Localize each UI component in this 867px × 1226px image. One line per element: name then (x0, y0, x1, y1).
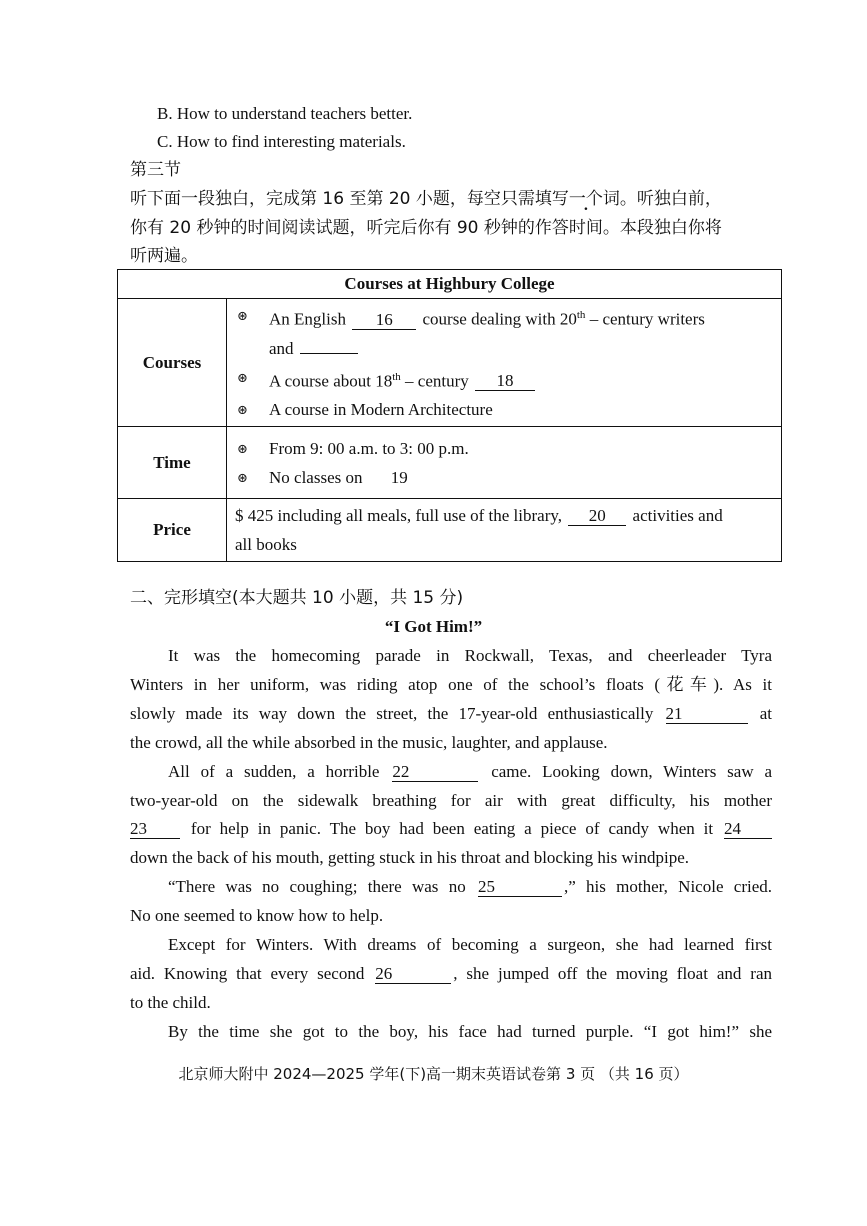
row-label-time: Time (118, 427, 227, 499)
page-footer: 北京师大附中 2024—2025 学年(下)高一期末英语试卷第 3 页 （共 16 页） (178, 1065, 689, 1083)
bullet-icon: ⊛ (237, 440, 248, 456)
paragraph-line: Except for Winters. With dreams of becoming a surgeon, she had learned first (168, 935, 772, 954)
price-line1 (235, 501, 773, 530)
section3-instruction-line2: 你有 20 秒钟的时间阅读试题，听完后你有 90 秒钟的作答时间。本段独白你将 (130, 218, 722, 238)
paragraph-text: , she jumped off the moving float and ran (453, 964, 773, 983)
paragraph-text: ,” his mother, Nicole cried. (563, 877, 772, 896)
row-label-price: Price (118, 499, 227, 562)
price-text: $ 425 including all meals, full use of the library, (235, 506, 563, 526)
price-cell (227, 499, 782, 562)
paragraph-text: aid. Knowing that every second (130, 964, 365, 983)
row-label-courses: Courses (118, 299, 227, 427)
course-text: – century (400, 371, 469, 391)
bullet-icon: ⊛ (237, 369, 248, 385)
superscript: th (576, 309, 586, 321)
course-text: A course about 18 (269, 371, 393, 391)
option-c: C. How to find interesting materials. (157, 132, 406, 151)
paragraph-line: to the child. (130, 993, 211, 1012)
emphasis-text: 一个 (568, 189, 603, 209)
paragraph-line (168, 761, 772, 783)
answer-blank-17[interactable] (300, 353, 358, 354)
paragraph-text: “There was no coughing; there was no (168, 877, 466, 896)
time-text: From 9: 00 a.m. to 3: 00 p.m. (269, 438, 469, 458)
instruction-text: 词。听独白前， (602, 189, 722, 209)
paragraph-line: down the back of his mouth, getting stuck in his throat and blocking his windpipe. (130, 848, 690, 867)
paragraph-text: All of a sudden, a horrible (168, 762, 380, 781)
section3-instruction-line1 (130, 188, 722, 210)
list-item (235, 395, 773, 424)
paragraph-line (168, 876, 772, 898)
course-text: A course in Modern Architecture (269, 400, 493, 420)
section3-instruction-line3: 听两遍。 (130, 246, 198, 266)
paragraph-text: at (759, 704, 773, 723)
courses-table (117, 269, 782, 562)
paragraph-line: By the time she got to the boy, his face had turned purple. “I got him!” she (168, 1022, 772, 1041)
story-title: “I Got Him!” (384, 617, 483, 636)
answer-blank-16[interactable]: 16 (352, 310, 416, 330)
answer-blank-25[interactable]: 25 (478, 877, 562, 897)
section3-title: 第三节 (130, 160, 181, 180)
instruction-text: 听下面一段独白，完成第 16 至第 20 小题，每空只需填写 (130, 189, 569, 209)
time-text: No classes on (269, 467, 363, 487)
bullet-icon: ⊛ (237, 308, 248, 323)
paragraph-line: Winters in her uniform, was riding atop one of the school’s floats (花车). As it (130, 675, 772, 694)
course-text: course dealing with 20 (422, 309, 577, 329)
paragraph-line: the crowd, all the while absorbed in the music, laughter, and applause. (130, 733, 608, 752)
superscript: th (392, 370, 401, 383)
option-b: B. How to understand teachers better. (157, 104, 413, 123)
paragraph-line: It was the homecoming parade in Rockwall, Texas, and cheerleader Tyra (168, 646, 772, 665)
paragraph-text: came. Looking down, Winters saw a (491, 762, 773, 781)
answer-blank-21[interactable]: 21 (666, 704, 748, 724)
bullet-icon: ⊛ (237, 402, 248, 418)
time-cell (227, 427, 782, 499)
part2-title: 二、完形填空(本大题共 10 小题，共 15 分) (130, 588, 464, 608)
table-caption: Courses at Highbury College (118, 270, 782, 299)
course-text: An English (269, 309, 346, 329)
list-item (235, 301, 773, 334)
answer-blank-26[interactable]: 26 (375, 964, 451, 984)
answer-blank-18[interactable]: 18 (475, 371, 535, 391)
paragraph-line (130, 963, 772, 985)
paragraph-line: No one seemed to know how to help. (130, 906, 384, 925)
answer-blank-20[interactable]: 20 (568, 506, 626, 526)
price-text: activities and (632, 506, 723, 526)
paragraph-text: for help in panic. The boy had been eating a piece of candy when it (190, 819, 714, 838)
course-text: – century writers (585, 309, 705, 329)
course-text: and (269, 338, 294, 358)
list-item (235, 434, 773, 463)
list-item (235, 363, 773, 396)
answer-number-19[interactable]: 19 (390, 467, 408, 487)
paragraph-line (130, 818, 772, 840)
answer-blank-23[interactable]: 23 (130, 819, 180, 839)
price-line2: all books (235, 535, 297, 555)
courses-cell (227, 299, 782, 427)
answer-blank-24[interactable]: 24 (724, 819, 772, 839)
paragraph-line: two-year-old on the sidewalk breathing for air with great difficulty, his mother (130, 791, 772, 810)
paragraph-text: slowly made its way down the street, the 17-year-old enthusiastically (130, 704, 654, 723)
answer-blank-22[interactable]: 22 (392, 762, 478, 782)
list-item (235, 463, 773, 492)
bullet-icon: ⊛ (237, 469, 248, 485)
paragraph-line (130, 703, 772, 725)
list-item-continued (235, 334, 773, 363)
